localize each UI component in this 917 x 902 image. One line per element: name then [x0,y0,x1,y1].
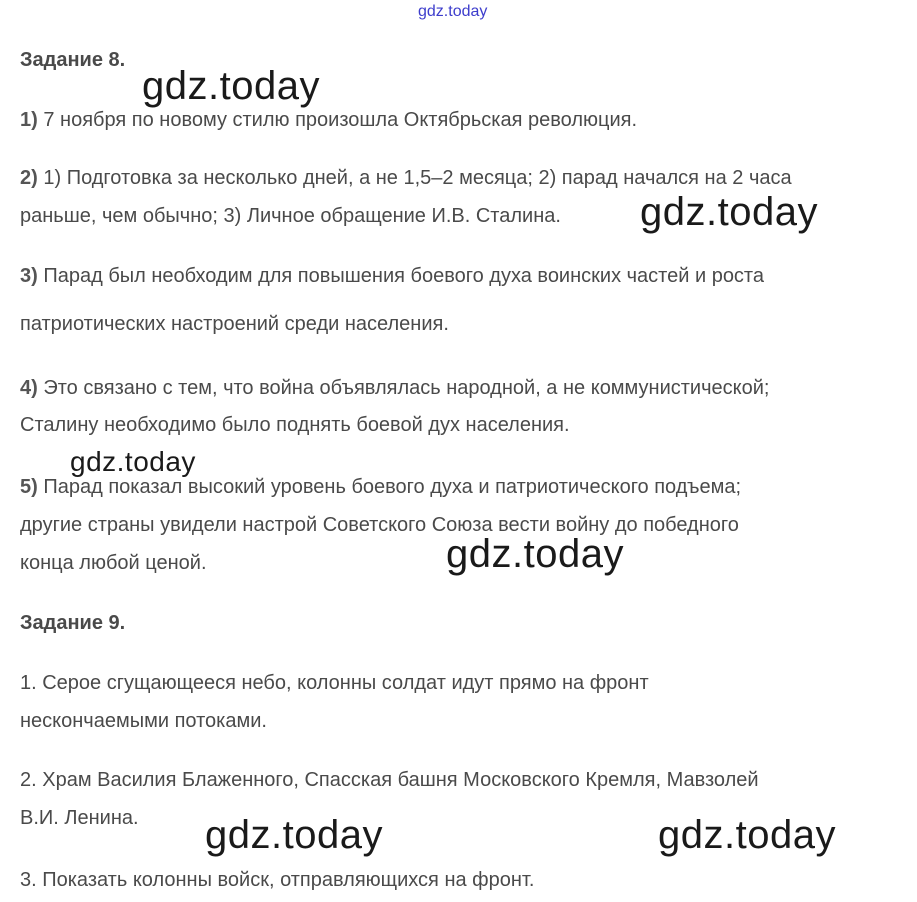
item-number: 2) [20,167,38,189]
watermark-6: gdz.today [658,813,836,857]
item-text: 7 ноября по новому стилю произошла Октябрьская революция. [43,109,638,131]
item-number: 1) [20,109,38,131]
task8-item-4 [20,376,769,400]
task9-item-2: 2. Храм Василия Блаженного, Спасская башня Московского Кремля, Мавзолей [20,769,759,791]
watermark-4: gdz.today [446,532,624,576]
item-number: 3) [20,265,38,287]
watermark-5: gdz.today [205,813,383,857]
watermark-3: gdz.today [70,446,196,477]
task9-item-3: 3. Показать колонны войск, отправляющихся на фронт. [20,869,535,891]
task8-item-5-cont-1: другие страны увидели настрой Советского Союза вести войну до победного [20,514,739,536]
task9-item-1: 1. Серое сгущающееся небо, колонны солдат идут прямо на фронт [20,672,649,694]
item-text: Парад был необходим для повышения боевого духа воинских частей и роста [43,265,764,287]
task8-item-2 [20,166,792,190]
task8-item-3 [20,264,764,288]
task8-item-3-cont: патриотических настроений среди населения. [20,313,449,335]
task8-item-2-cont: раньше, чем обычно; 3) Личное обращение И.В. Сталина. [20,205,561,227]
watermark-1: gdz.today [142,64,320,108]
task8-item-5 [20,475,741,499]
item-text: Парад показал высокий уровень боевого духа и патриотического подъема; [43,476,742,498]
task8-item-1 [20,108,637,132]
watermark-2: gdz.today [640,190,818,234]
task8-item-4-cont: Сталину необходимо было поднять боевой дух населения. [20,414,570,436]
task9-item-1-cont: нескончаемыми потоками. [20,710,267,732]
watermark-top: gdz.today [418,3,488,20]
task8-item-5-cont-2: конца любой ценой. [20,552,207,574]
task9-title: Задание 9. [20,612,126,634]
item-number: 4) [20,377,38,399]
item-text: Это связано с тем, что война объявлялась народной, а не коммунистической; [43,377,770,399]
item-text: 1) Подготовка за несколько дней, а не 1,5–2 месяца; 2) парад начался на 2 часа [43,167,792,189]
item-number: 5) [20,476,38,498]
task8-title: Задание 8. [20,49,126,71]
task9-item-2-cont: В.И. Ленина. [20,807,139,829]
